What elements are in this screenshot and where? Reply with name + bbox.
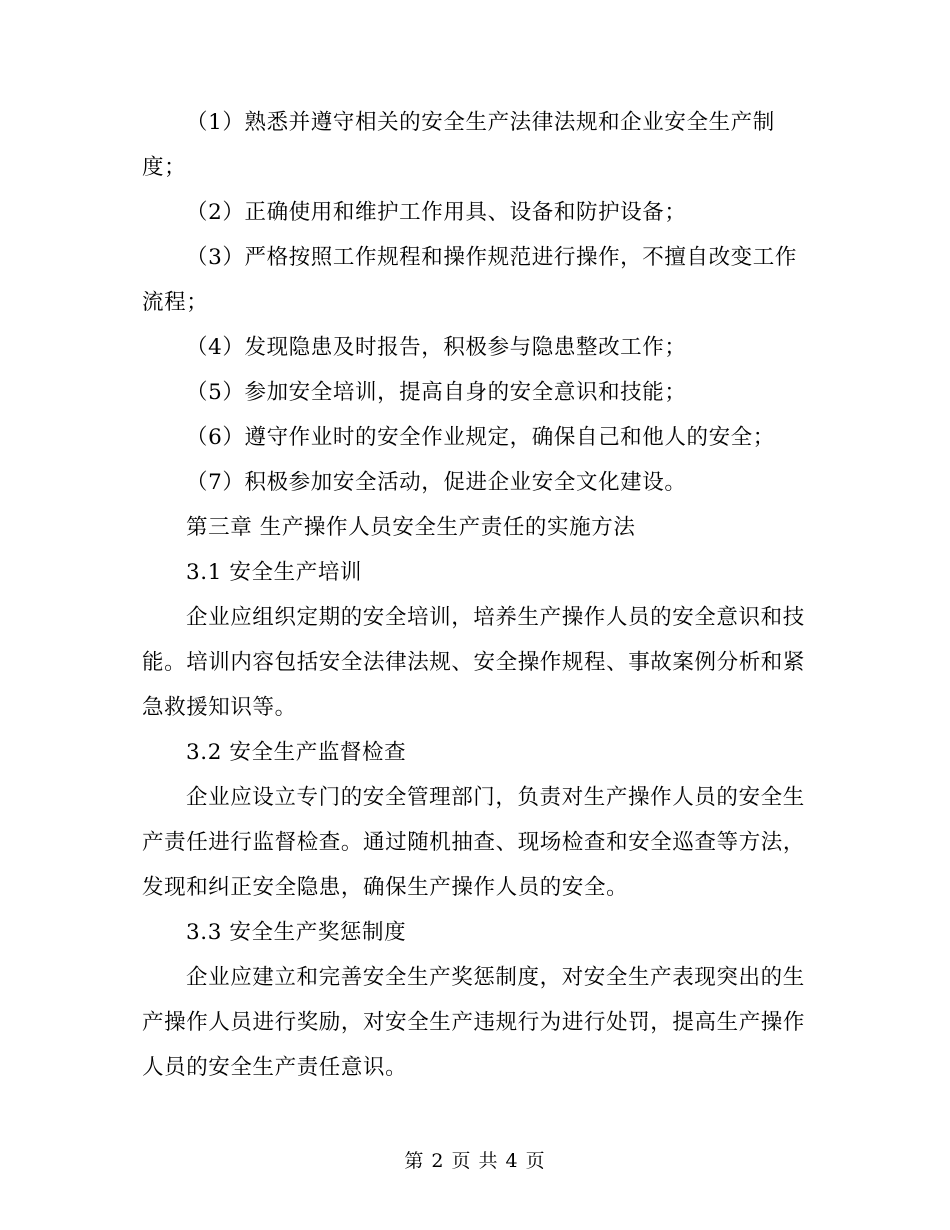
list-item: （2）正确使用和维护工作用具、设备和防护设备； [186,200,687,225]
section-heading: 3.2 安全生产监督检查 [186,740,407,765]
document-body [142,100,810,1090]
list-item: （7）积极参加安全活动，促进企业安全文化建设。 [186,470,687,495]
list-item: （6）遵守作业时的安全作业规定，确保自己和他人的安全； [186,425,775,450]
section-heading: 3.3 安全生产奖惩制度 [186,920,407,945]
page-number-footer: 第 2 页 共 4 页 [404,1150,546,1172]
list-item: （4）发现隐患及时报告，积极参与隐患整改工作； [186,335,687,360]
list-item: （1）熟悉并遵守相关的安全生产法律法规和企业安全生产制度； [142,110,775,180]
section-body: 企业应建立和完善安全生产奖惩制度，对安全生产表现突出的生产操作人员进行奖励，对安全生产违规行为进行处罚，提高生产操作人员的安全生产责任意识。 [142,965,806,1080]
section-heading: 3.1 安全生产培训 [186,560,363,585]
section-body: 企业应设立专门的安全管理部门，负责对生产操作人员的安全生产责任进行监督检查。通过随机抽查、现场检查和安全巡查等方法，发现和纠正安全隐患，确保生产操作人员的安全。 [142,785,806,900]
section-body: 企业应组织定期的安全培训，培养生产操作人员的安全意识和技能。培训内容包括安全法律法规、安全操作规程、事故案例分析和紧急救援知识等。 [142,605,806,720]
list-item: （3）严格按照工作规程和操作规范进行操作，不擅自改变工作流程； [142,245,797,315]
list-item: （5）参加安全培训，提高自身的安全意识和技能； [186,380,687,405]
chapter-heading: 第三章 生产操作人员安全生产责任的实施方法 [186,515,636,540]
